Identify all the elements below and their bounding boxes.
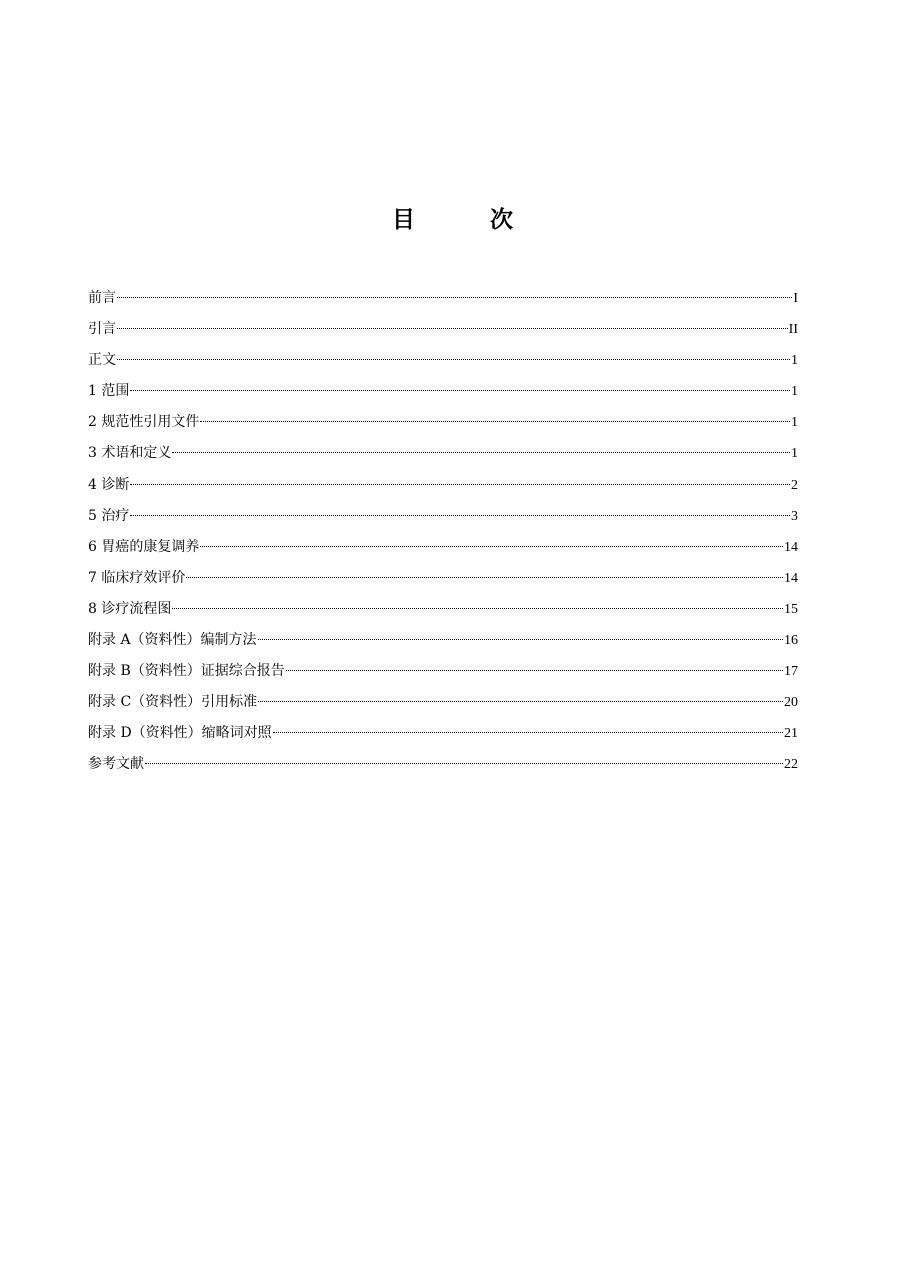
toc-dot-leader (117, 359, 790, 360)
toc-entry-page: II (788, 322, 798, 338)
toc-dot-leader (130, 515, 790, 516)
toc-dot-leader (258, 639, 783, 640)
toc-entry-page: 16 (784, 633, 798, 649)
toc-dot-leader (117, 297, 792, 298)
toc-dot-leader (145, 763, 783, 764)
toc-entry-page: 1 (791, 415, 798, 431)
toc-entry-treatment[interactable] (88, 501, 798, 532)
toc-entry-page: 14 (784, 539, 798, 555)
toc-entry-page: 15 (784, 601, 798, 617)
toc-dot-leader (130, 390, 790, 391)
toc-entry-appendix-b[interactable] (88, 656, 798, 687)
toc-dot-leader (172, 608, 783, 609)
toc-entry-label: 6 胃癌的康复调养 (88, 538, 200, 555)
toc-entry-page: 1 (791, 353, 798, 369)
table-of-contents (88, 283, 798, 781)
toc-entry-page: 3 (791, 508, 798, 524)
toc-entry-foreword[interactable] (88, 283, 798, 314)
toc-entry-label: 3 术语和定义 (88, 445, 172, 462)
toc-dot-leader (130, 484, 790, 485)
toc-entry-label: 附录 A（资料性）编制方法 (88, 632, 257, 649)
toc-entry-page: 21 (784, 726, 798, 742)
toc-entry-label: 正文 (88, 352, 116, 369)
toc-entry-label: 4 诊断 (88, 476, 130, 493)
toc-entry-label: 前言 (88, 290, 116, 306)
toc-dot-leader (258, 701, 783, 702)
toc-entry-page: 14 (784, 570, 798, 586)
toc-dot-leader (286, 670, 783, 671)
page-title: 目 次 (392, 207, 539, 233)
toc-entry-page: 20 (784, 695, 798, 711)
toc-entry-main-text[interactable] (88, 345, 798, 376)
toc-entry-label: 1 范围 (88, 383, 130, 400)
toc-entry-terms-definitions[interactable] (88, 438, 798, 469)
toc-dot-leader (186, 577, 783, 578)
toc-entry-label: 引言 (88, 321, 116, 338)
toc-entry-appendix-c[interactable] (88, 687, 798, 718)
toc-entry-label: 附录 B（资料性）证据综合报告 (88, 663, 285, 680)
toc-entry-page: 1 (791, 384, 798, 400)
toc-dot-leader (117, 328, 788, 329)
toc-entry-normative-references[interactable] (88, 407, 798, 438)
toc-entry-label: 2 规范性引用文件 (88, 414, 200, 431)
toc-entry-page: 17 (784, 664, 798, 680)
toc-entry-label: 5 治疗 (88, 507, 130, 524)
toc-entry-appendix-d[interactable] (88, 718, 798, 749)
toc-entry-references[interactable] (88, 749, 798, 780)
toc-entry-label: 附录 C（资料性）引用标准 (88, 694, 258, 711)
toc-entry-label: 8 诊疗流程图 (88, 600, 172, 617)
toc-dot-leader (172, 452, 790, 453)
toc-dot-leader (200, 546, 783, 547)
toc-dot-leader (200, 421, 790, 422)
toc-entry-efficacy-evaluation[interactable] (88, 563, 798, 594)
toc-entry-diagnosis[interactable] (88, 470, 798, 501)
toc-entry-label: 参考文献 (88, 756, 144, 773)
toc-entry-appendix-a[interactable] (88, 625, 798, 656)
toc-entry-introduction[interactable] (88, 314, 798, 345)
toc-entry-label: 7 临床疗效评价 (88, 569, 186, 586)
toc-entry-page: 22 (784, 757, 798, 773)
toc-entry-flowchart[interactable] (88, 594, 798, 625)
toc-entry-label: 附录 D（资料性）缩略词对照 (88, 725, 272, 742)
toc-dot-leader (273, 732, 783, 733)
toc-entry-page: 1 (791, 446, 798, 462)
toc-entry-scope[interactable] (88, 376, 798, 407)
toc-entry-page: 2 (791, 477, 798, 493)
toc-entry-rehabilitation[interactable] (88, 532, 798, 563)
toc-entry-page: I (793, 291, 798, 306)
